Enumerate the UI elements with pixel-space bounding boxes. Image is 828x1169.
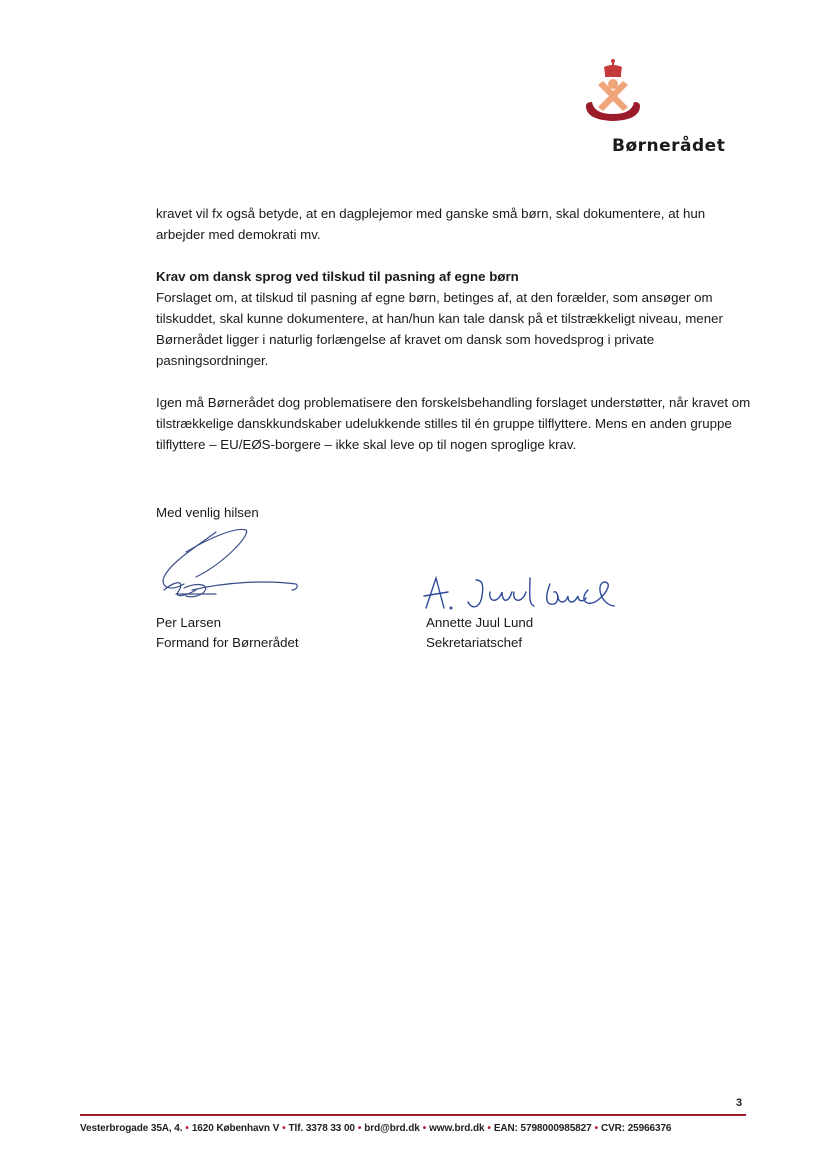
footer-city: 1620 København V bbox=[191, 1123, 280, 1134]
signatory-2 bbox=[426, 613, 533, 653]
signatory-title: Sekretariatschef bbox=[426, 635, 523, 650]
bullet-icon: • bbox=[357, 1123, 362, 1134]
signatory-title: Formand for Børnerådet bbox=[156, 635, 299, 650]
footer-divider bbox=[80, 1114, 746, 1116]
page-number: 3 bbox=[736, 1097, 743, 1109]
paragraph-2: Forslaget om, at tilskud til pasning af egne børn, betinges af, at den forælder, som ansøger om tilskuddet, skal kunne dokumentere, at han/hun kan tale dansk på et tilstrækkeligt niveau, mener Børnerådet ligger i naturlig forlængelse af kravet om dansk som hovedsprog i private pasningsordninger. bbox=[156, 290, 723, 368]
bullet-icon: • bbox=[594, 1123, 598, 1134]
footer-contact bbox=[80, 1123, 746, 1134]
paragraph-2-block bbox=[156, 266, 756, 371]
bullet-icon: • bbox=[282, 1123, 286, 1134]
footer-website[interactable]: www.brd.dk bbox=[429, 1123, 485, 1134]
bullet-icon: • bbox=[422, 1123, 427, 1134]
letter-body bbox=[156, 203, 756, 476]
closing-greeting: Med venlig hilsen bbox=[156, 505, 259, 520]
signatory-1 bbox=[156, 613, 299, 653]
signatory-name: Per Larsen bbox=[156, 615, 222, 630]
bullet-icon: • bbox=[487, 1123, 491, 1134]
footer-ean: EAN: 5798000985827 bbox=[493, 1123, 592, 1134]
borneradet-logo-icon bbox=[578, 58, 648, 128]
signatory-name: Annette Juul Lund bbox=[426, 615, 534, 630]
brand-name: Børnerådet bbox=[612, 136, 726, 156]
footer-cvr: CVR: 25966376 bbox=[600, 1123, 672, 1134]
signature-per-larsen bbox=[156, 522, 306, 612]
paragraph-3: Igen må Børnerådet dog problematisere den forskelsbehandling forslaget understøtter, når kravet om tilstrækkelige danskkundskaber udelukkende stilles til én gruppe tilflyttere. Mens en anden gruppe tilflyttere – EU/EØS-borgere – ikke skal leve op til nogen sproglige krav. bbox=[156, 395, 751, 452]
footer-email[interactable]: brd@brd.dk bbox=[364, 1123, 420, 1134]
section-heading: Krav om dansk sprog ved tilskud til pasning af egne børn bbox=[156, 269, 519, 284]
footer-phone: Tlf. 3378 33 00 bbox=[288, 1123, 355, 1134]
bullet-icon: • bbox=[185, 1123, 189, 1134]
footer-address: Vesterbrogade 35A, 4. bbox=[80, 1123, 183, 1134]
paragraph-1: kravet vil fx også betyde, at en dagplejemor med ganske små børn, skal dokumentere, at hun arbejder med demokrati mv. bbox=[156, 206, 706, 242]
